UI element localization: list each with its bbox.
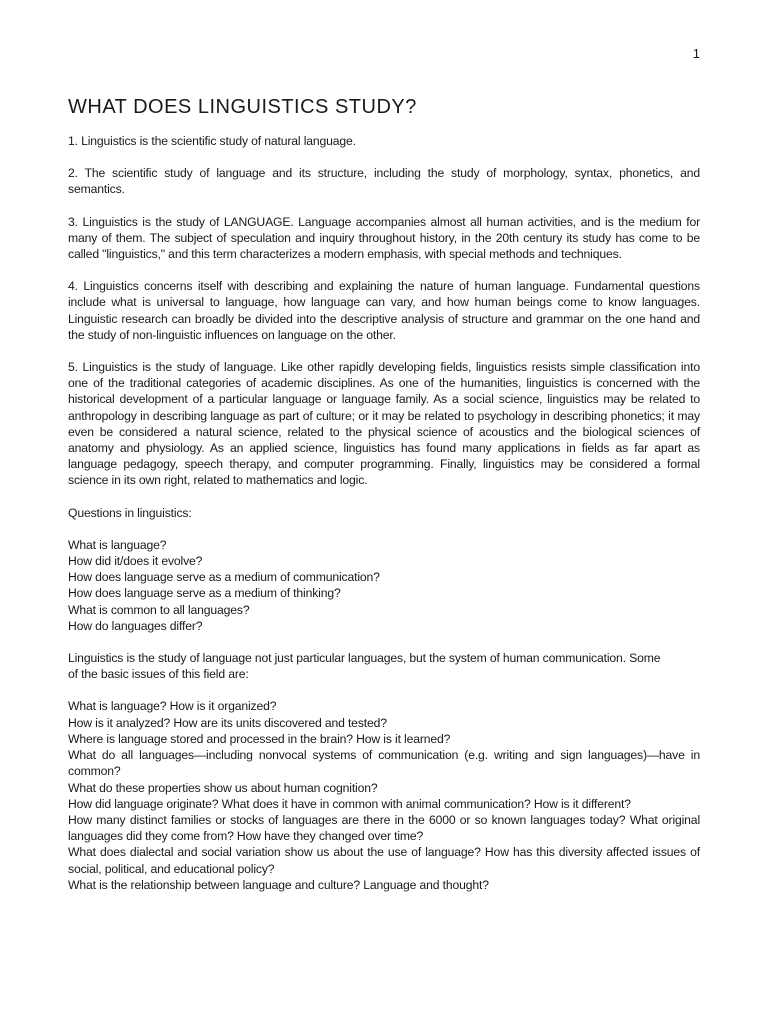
issue-item: What is language? How is it organized? bbox=[68, 699, 277, 714]
question-item: How does language serve as a medium of communication? bbox=[68, 570, 380, 585]
question-item: How do languages differ? bbox=[68, 618, 203, 633]
issue-item: What do all languages—including nonvocal systems of communication (e.g. writing and sign languages)—have in common? bbox=[68, 748, 700, 779]
issues-intro-line-1: Linguistics is the study of language not just particular languages, but the system of human communication. Some bbox=[68, 651, 661, 666]
issues-intro bbox=[68, 650, 700, 682]
document-body bbox=[68, 95, 700, 893]
issues-intro-line-2: of the basic issues of this field are: bbox=[68, 667, 249, 682]
document-title: WHAT DOES LINGUISTICS STUDY? bbox=[68, 96, 417, 118]
page-number: 1 bbox=[692, 46, 700, 61]
paragraph-5: 5. Linguistics is the study of language. Like other rapidly developing fields, linguistics resists simple classification into one of the traditional categories of academic disciplines. As one of the humanities, linguistics is concerned with the historical development of a particular language or language family. As a social science, linguistics may be related to anthropology in describing language as part of culture; or it may be related to psychology in describing phonetics; it may even be considered a natural science, related to the physical science of acoustics and the biological sciences of anatomy and physiology. As an applied science, linguistics has found many applications in fields as far apart as language pedagogy, speech therapy, and computer programming. Finally, linguistics may be considered a formal science in its own right, related to mathematics and logic. bbox=[68, 360, 700, 488]
paragraph-2: 2. The scientific study of language and its structure, including the study of morphology, syntax, phonetics, and semantics. bbox=[68, 166, 700, 197]
question-item: How does language serve as a medium of thinking? bbox=[68, 586, 341, 601]
issue-item: How many distinct families or stocks of languages are there in the 6000 or so known languages today? What original languages did they come from? How have they changed over time? bbox=[68, 812, 700, 844]
question-item: How did it/does it evolve? bbox=[68, 554, 203, 569]
issue-item: What does dialectal and social variation show us about the use of language? How has this diversity affected issues of social, political, and educational policy? bbox=[68, 845, 700, 876]
paragraph-1: 1. Linguistics is the scientific study of natural language. bbox=[68, 134, 356, 148]
question-item: What is common to all languages? bbox=[68, 602, 250, 617]
question-item: What is language? bbox=[68, 537, 167, 552]
issue-item: How did language originate? What does it have in common with animal communication? How is it different? bbox=[68, 796, 631, 811]
issue-item: What do these properties show us about human cognition? bbox=[68, 780, 378, 795]
issue-item: What is the relationship between language and culture? Language and thought? bbox=[68, 877, 489, 892]
issues-list bbox=[68, 698, 700, 892]
questions-list bbox=[68, 537, 700, 634]
issue-item: Where is language stored and processed in the brain? How is it learned? bbox=[68, 731, 451, 746]
issue-item: How is it analyzed? How are its units discovered and tested? bbox=[68, 715, 387, 730]
questions-heading: Questions in linguistics: bbox=[68, 505, 192, 520]
paragraph-3: 3. Linguistics is the study of LANGUAGE. Language accompanies almost all human activities, and is the medium for many of them. The subject of speculation and inquiry throughout history, in the 20th century its study has come to be called "linguistics," and this term characterizes a modern emphasis, with special methods and techniques. bbox=[68, 214, 700, 262]
paragraph-4: 4. Linguistics concerns itself with describing and explaining the nature of human language. Fundamental questions include what is universal to language, how language can vary, and how human beings come to know languages. Linguistic research can broadly be divided into the descriptive analysis of structure and grammar on the one hand and the study of non-linguistic influences on language on the other. bbox=[68, 279, 700, 342]
